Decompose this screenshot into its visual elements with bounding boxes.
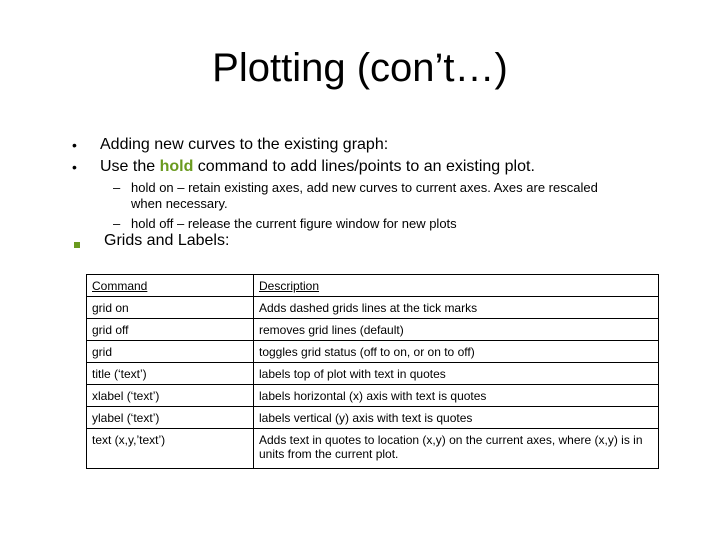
description-cell: toggles grid status (off to on, or on to off) bbox=[254, 341, 659, 363]
square-bullet-icon bbox=[74, 242, 80, 248]
description-cell: labels horizontal (x) axis with text is quotes bbox=[254, 385, 659, 407]
description-cell: Adds text in quotes to location (x,y) on the current axes, where (x,y) is in units from the current plot. bbox=[254, 429, 659, 469]
table-row bbox=[87, 341, 659, 363]
bullet-text-end: command to add lines/points to an existing plot. bbox=[193, 158, 535, 175]
description-cell: removes grid lines (default) bbox=[254, 319, 659, 341]
command-cell: grid bbox=[87, 341, 254, 363]
sub-bullet-text: hold on – retain existing axes, add new curves to current axes. Axes are rescaled when necessary. bbox=[131, 180, 598, 211]
table-header-row bbox=[87, 275, 659, 297]
table-row bbox=[87, 363, 659, 385]
hold-keyword: hold bbox=[159, 158, 194, 175]
table-header-cell bbox=[254, 275, 659, 297]
command-cell: text (x,y,’text’) bbox=[87, 429, 254, 469]
sub-bullet-text: hold off – release the current figure window for new plots bbox=[131, 216, 457, 231]
command-cell: grid on bbox=[87, 297, 254, 319]
command-cell: title (‘text’) bbox=[87, 363, 254, 385]
command-cell: xlabel (‘text’) bbox=[87, 385, 254, 407]
bullet-dot-icon: • bbox=[72, 159, 77, 175]
table-row bbox=[87, 319, 659, 341]
dash-icon: – bbox=[113, 216, 121, 231]
description-cell: labels top of plot with text in quotes bbox=[254, 363, 659, 385]
table-row bbox=[87, 297, 659, 319]
table-row bbox=[87, 407, 659, 429]
commands-table bbox=[86, 274, 659, 469]
command-header: Command bbox=[92, 278, 148, 293]
grid-section-heading: Grids and Labels: bbox=[104, 232, 230, 249]
table-row bbox=[87, 429, 659, 469]
description-cell: labels vertical (y) axis with text is quotes bbox=[254, 407, 659, 429]
sub-bullet-item bbox=[0, 180, 720, 212]
description-header: Description bbox=[259, 278, 320, 293]
bullet-text: Adding new curves to the existing graph: bbox=[100, 136, 389, 153]
table-header-cell bbox=[87, 275, 254, 297]
slide-title: Plotting (con’t…) bbox=[212, 46, 508, 90]
bullet-text-start: Use the bbox=[100, 158, 160, 175]
description-cell: Adds dashed grids lines at the tick marks bbox=[254, 297, 659, 319]
table-row bbox=[87, 385, 659, 407]
command-cell: ylabel (‘text’) bbox=[87, 407, 254, 429]
dash-icon: – bbox=[113, 180, 121, 195]
bullet-text bbox=[100, 156, 535, 178]
bullet-dot-icon: • bbox=[72, 137, 77, 153]
command-cell: grid off bbox=[87, 319, 254, 341]
